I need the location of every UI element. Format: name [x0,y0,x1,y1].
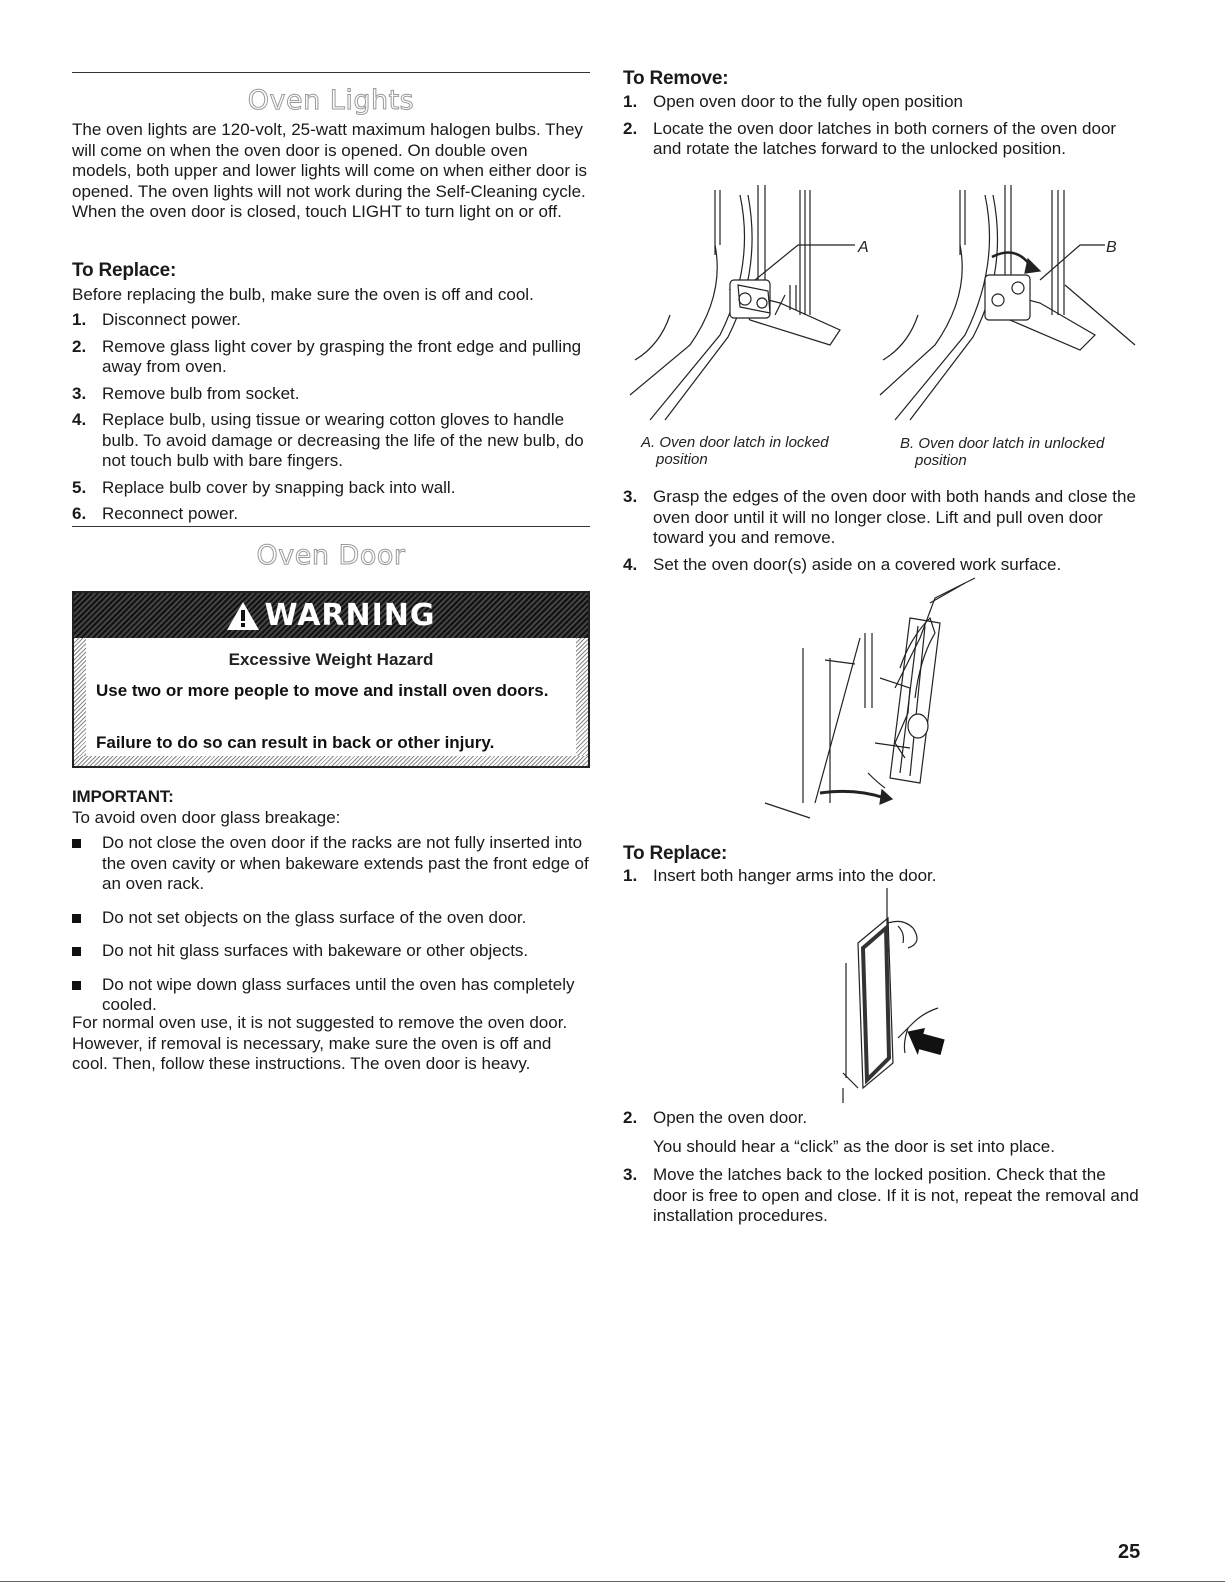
caption-locked-line1: A. Oven door latch in locked [641,434,829,451]
step-number: 4. [623,554,638,574]
list-item [623,866,1143,887]
bullet-square-icon [72,839,81,848]
step-number: 5. [72,477,87,497]
warning-banner-label: WARNING [264,598,436,633]
list-item [72,833,590,895]
step-number: 2. [623,118,638,138]
step-text: Reconnect power. [102,504,239,523]
caption-unlocked-line2: position [915,452,967,469]
bulb-steps [72,310,590,531]
section-title-oven-door: Oven Door [256,540,406,571]
step-number: 3. [623,487,638,506]
step-text: Replace bulb, using tissue or wearing cotton gloves to handle bulb. To avoid damage or decreasing the life of the new bulb, do not touch bulb with bare fingers. [102,410,584,470]
list-item [72,384,590,405]
warning-banner [74,593,588,638]
list-item [72,410,590,472]
section-title-oven-lights: Oven Lights [247,85,415,116]
warning-consequence: Failure to do so can result in back or other injury. [96,733,495,752]
step-text: Disconnect power. [102,310,241,329]
step-number: 2. [623,1108,638,1127]
list-item [623,487,1143,549]
replace-steps-2 [623,1108,1143,1233]
step-number: 1. [623,866,638,885]
list-item [72,975,590,1016]
step-text: Move the latches back to the locked position. Check that the door is free to open and close. If it is not, repeat the removal and installation procedures. [653,1165,1139,1225]
warning-hazard-title: Excessive Weight Hazard [228,650,434,669]
latch-unlocked-illustration [880,185,1140,425]
step-text: Insert both hanger arms into the door. [653,866,937,885]
step-text: Grasp the edges of the oven door with both hands and close the oven door until it will no longer close. Lift and pull oven door toward you and remove. [653,487,1136,547]
warning-triangle-icon [226,601,260,631]
bullet-square-icon [72,914,81,923]
section-divider [72,526,590,527]
replace-door-heading: To Replace: [623,843,728,864]
step-text: Set the oven door(s) aside on a covered work surface. [653,554,1062,574]
step-text: Open oven door to the fully open position [653,92,963,111]
list-item [72,941,590,962]
callout-b: B [1106,239,1117,256]
caption-locked-line2: position [656,451,708,468]
list-item [623,1165,1143,1227]
remove-steps-2 [623,487,1143,581]
step-text: Replace bulb cover by snapping back into wall. [102,477,456,497]
bullet-text: Do not set objects on the glass surface of the oven door. [102,907,527,927]
bullet-text: Do not wipe down glass surfaces until the oven has completely cooled. [102,974,575,1014]
step-text: Locate the oven door latches in both corners of the oven door and rotate the latches forward to the unlocked position. [653,118,1117,158]
list-item [72,504,590,525]
warning-instruction: Use two or more people to move and install oven doors. [96,681,549,700]
list-item [72,478,590,499]
step-text: Remove bulb from socket. [102,383,300,403]
replace-bulb-heading: To Replace: [72,260,177,281]
step-number: 3. [623,1165,638,1184]
important-intro: To avoid oven door glass breakage: [72,808,341,827]
step-number: 4. [72,410,87,429]
top-rule [72,72,590,73]
step-subtext: You should hear a “click” as the door is set into place. [653,1136,1055,1156]
warning-border-bottom [74,756,588,766]
remove-steps-1 [623,92,1143,166]
list-item [623,1108,1143,1157]
callout-a: A [858,239,869,256]
bullet-square-icon [72,947,81,956]
step-number: 1. [623,92,638,111]
glass-precautions [72,833,590,1029]
step-number: 1. [72,310,87,329]
door-removal-note: For normal oven use, it is not suggested to remove the oven door. However, if removal is necessary, make sure the oven is off and cool. Then, follow these instructions. The oven door is heavy. [72,1013,568,1073]
caption-unlocked [900,435,1140,469]
oven-lights-intro: The oven lights are 120-volt, 25-watt maximum halogen bulbs. They will come on when the oven door is opened. On double oven models, both upper and lower lights will come on when either door is opened. The oven lights will not work during the Self-Cleaning cycle. When the oven door is closed, touch LIGHT to turn light on or off. [72,120,587,221]
warning-box [72,591,590,768]
list-item [623,555,1143,576]
step-text: Open the oven door. [653,1108,808,1127]
step-text: Remove glass light cover by grasping the front edge and pulling away from oven. [102,336,582,376]
page-number: 25 [1118,1541,1141,1563]
bottom-edge-rule [0,1581,1225,1582]
list-item [72,337,590,378]
door-removal-illustration [760,578,990,823]
step-number: 2. [72,336,87,356]
step-number: 6. [72,504,87,523]
list-item [623,119,1143,160]
list-item [72,908,590,929]
bullet-square-icon [72,981,81,990]
latch-locked-illustration [630,185,870,425]
door-install-illustration [843,888,943,1103]
replace-bulb-intro: Before replacing the bulb, make sure the oven is off and cool. [72,285,534,304]
caption-unlocked-line1: B. Oven door latch in unlocked [900,435,1105,452]
list-item [623,92,1143,113]
remove-heading: To Remove: [623,68,729,89]
bullet-text: Do not hit glass surfaces with bakeware or other objects. [102,941,529,960]
list-item [72,310,590,331]
step-number: 3. [72,383,87,403]
bullet-text: Do not close the oven door if the racks are not fully inserted into the oven cavity or when bakeware extends past the front edge of an oven rack. [102,833,589,893]
important-label: IMPORTANT: [72,787,174,806]
caption-locked [641,434,861,468]
